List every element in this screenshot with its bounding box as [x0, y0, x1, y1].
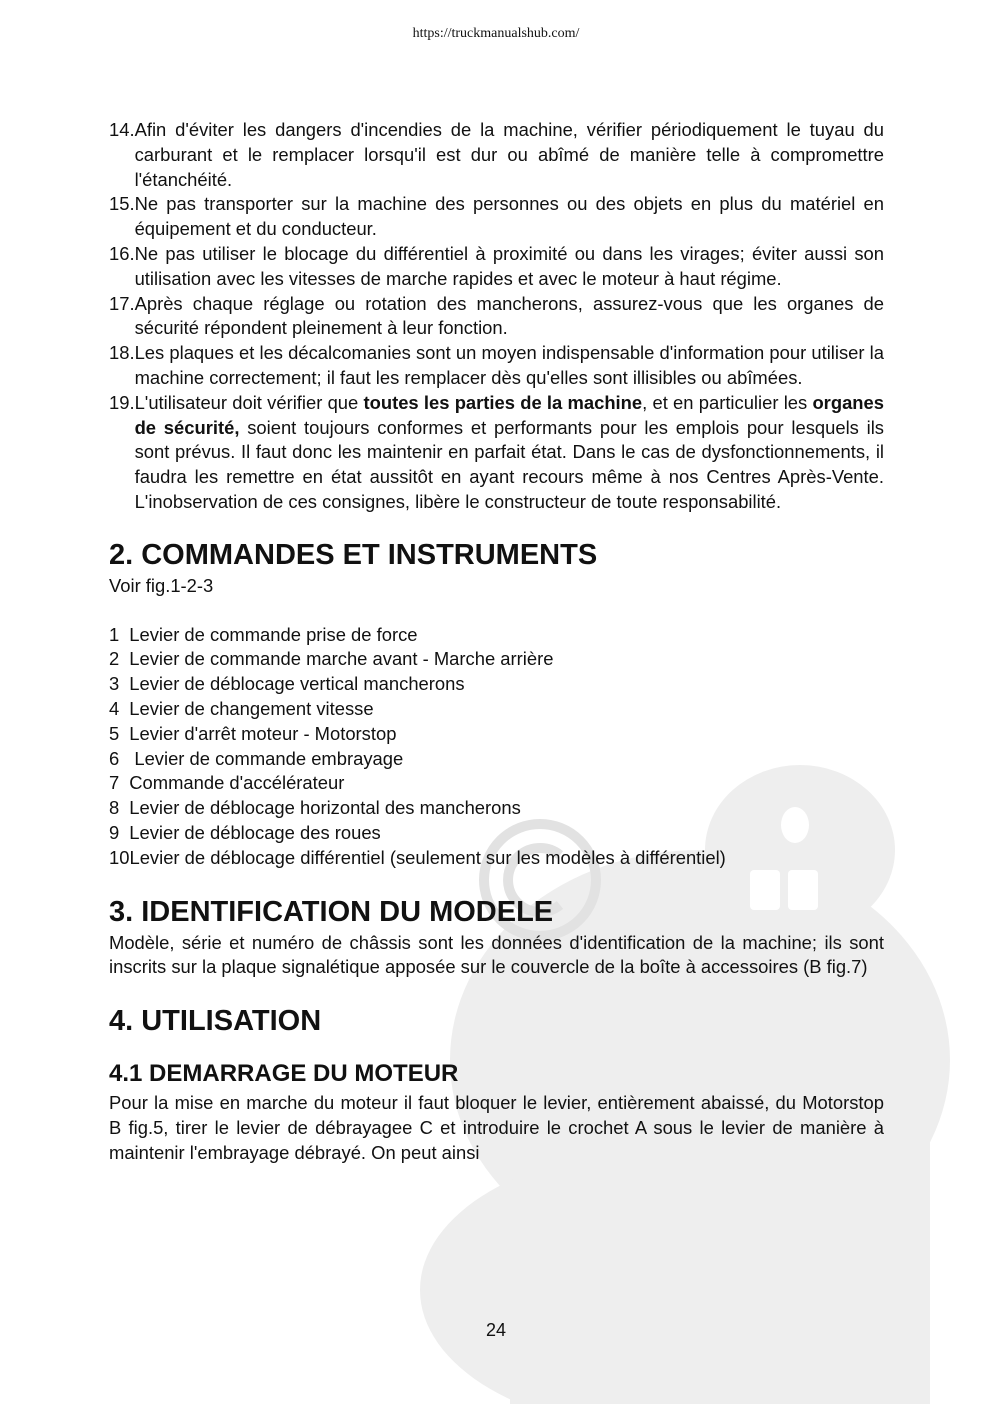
safety-item-text: [135, 292, 884, 342]
control-label: Levier de déblocage vertical mancherons: [129, 673, 465, 695]
emphasis-text: organes de sécurité,: [134, 391, 884, 438]
control-number: 9: [109, 821, 120, 843]
control-number: 1: [109, 623, 120, 645]
text-segment: soient toujours conformes et performants pour les emplois pour lesquels ils sont prévus. Il faut donc les maintenir en parfait état. Dans le cas de dysfonctionnements, il faudra les remettre en état aussitôt en ayant recours même à nos Centres Après-Vente. L'inobservation de ces consignes, libère le constructeur de toute responsabilité.: [134, 416, 885, 512]
control-label: Levier de changement vitesse: [129, 697, 374, 719]
safety-item: [109, 192, 884, 242]
control-number: 4: [109, 697, 120, 719]
safety-item-text: [135, 242, 884, 292]
section-2-title: 2. COMMANDES ET INSTRUMENTS: [109, 538, 598, 571]
controls-list: [109, 623, 884, 871]
section-4-1-text: Pour la mise en marche du moteur il faut bloquer le levier, entièrement abaissé, du Motorstop B fig.5, tirer le levier de débrayagee C et introduire le crochet A sous le levier de manière à maintenir l'embrayage débrayé. On peut ainsi: [109, 1092, 884, 1163]
control-label: Levier de commande embrayage: [129, 747, 404, 769]
text-segment: , et en particulier les: [642, 391, 813, 413]
emphasis-text: toutes les parties de la machine: [363, 391, 643, 413]
section-3-title: 3. IDENTIFICATION DU MODELE: [109, 895, 554, 928]
section-4-title: 4. UTILISATION: [109, 1005, 322, 1038]
source-url: https://truckmanualshub.com/: [412, 26, 580, 41]
control-number: 3: [109, 673, 120, 695]
control-label: Commande d'accélérateur: [129, 772, 345, 794]
control-item: [109, 623, 884, 648]
safety-item-text: [135, 391, 884, 515]
page-number: 24: [485, 1320, 507, 1340]
control-item: [109, 796, 884, 821]
text-segment: Après chaque réglage ou rotation des mancherons, assurez-vous que les organes de sécurité répondent pleinement à leur fonction.: [134, 292, 884, 339]
control-number: 2: [109, 648, 120, 670]
page-content: [109, 118, 884, 1166]
safety-item: [109, 242, 884, 292]
see-figure-note: Voir fig.1-2-3: [109, 574, 214, 596]
control-number: 8: [109, 797, 120, 819]
safety-item-number: 15.: [109, 193, 135, 215]
control-number: 7: [109, 772, 120, 794]
control-label: Levier de déblocage différentiel (seulement sur les modèles à différentiel): [129, 846, 726, 868]
control-item: [109, 672, 884, 697]
text-segment: Afin d'éviter les dangers d'incendies de la machine, vérifier périodiquement le tuyau du carburant et le remplacer lorsqu'il est dur ou abîmé de manière telle à compromettre l'étanchéité.: [134, 119, 884, 190]
text-segment: Les plaques et les décalcomanies sont un moyen indispensable d'information pour utiliser la machine correctement; il faut les remplacer dès qu'elles sont illisibles ou abîmées.: [134, 342, 884, 388]
section-3-text: Modèle, série et numéro de châssis sont les données d'identification de la machine; ils sont inscrits sur la plaque signalétique apposée sur le couvercle de la boîte à accessoires (B fig.7): [109, 931, 884, 978]
text-segment: L'utilisateur doit vérifier que: [134, 391, 364, 413]
safety-list: [109, 118, 884, 515]
safety-item-number: 16.: [109, 242, 135, 264]
safety-item-text: [135, 341, 884, 391]
control-label: Levier de commande marche avant - Marche arrière: [129, 648, 554, 670]
control-number: 10: [109, 846, 130, 868]
control-number: 6: [109, 747, 120, 769]
safety-item: [109, 341, 884, 391]
safety-item-number: 14.: [109, 119, 135, 140]
control-item: [109, 747, 884, 772]
safety-item: [109, 391, 884, 515]
control-label: Levier de commande prise de force: [129, 623, 418, 645]
safety-item-number: 19.: [109, 391, 135, 413]
control-item: [109, 846, 884, 871]
text-segment: Ne pas transporter sur la machine des personnes ou des objets en plus du matériel en équipement et du conducteur.: [134, 193, 884, 240]
safety-item-text: [135, 118, 884, 192]
control-item: [109, 697, 884, 722]
control-item: [109, 647, 884, 672]
control-item: [109, 821, 884, 846]
safety-item: [109, 118, 884, 192]
control-label: Levier d'arrêt moteur - Motorstop: [129, 722, 397, 744]
safety-item-number: 17.: [109, 292, 135, 314]
section-4-1-title: 4.1 DEMARRAGE DU MOTEUR: [109, 1060, 459, 1088]
control-item: [109, 722, 884, 747]
control-number: 5: [109, 722, 120, 744]
text-segment: Ne pas utiliser le blocage du différentiel à proximité ou dans les virages; éviter aussi son utilisation avec les vitesses de marche rapides et avec le moteur à haut régime.: [134, 242, 884, 289]
control-label: Levier de déblocage des roues: [129, 821, 381, 843]
control-item: [109, 771, 884, 796]
safety-item-text: [135, 192, 884, 242]
safety-item-number: 18.: [109, 342, 135, 364]
safety-item: [109, 292, 884, 342]
control-label: Levier de déblocage horizontal des mancherons: [129, 797, 521, 819]
